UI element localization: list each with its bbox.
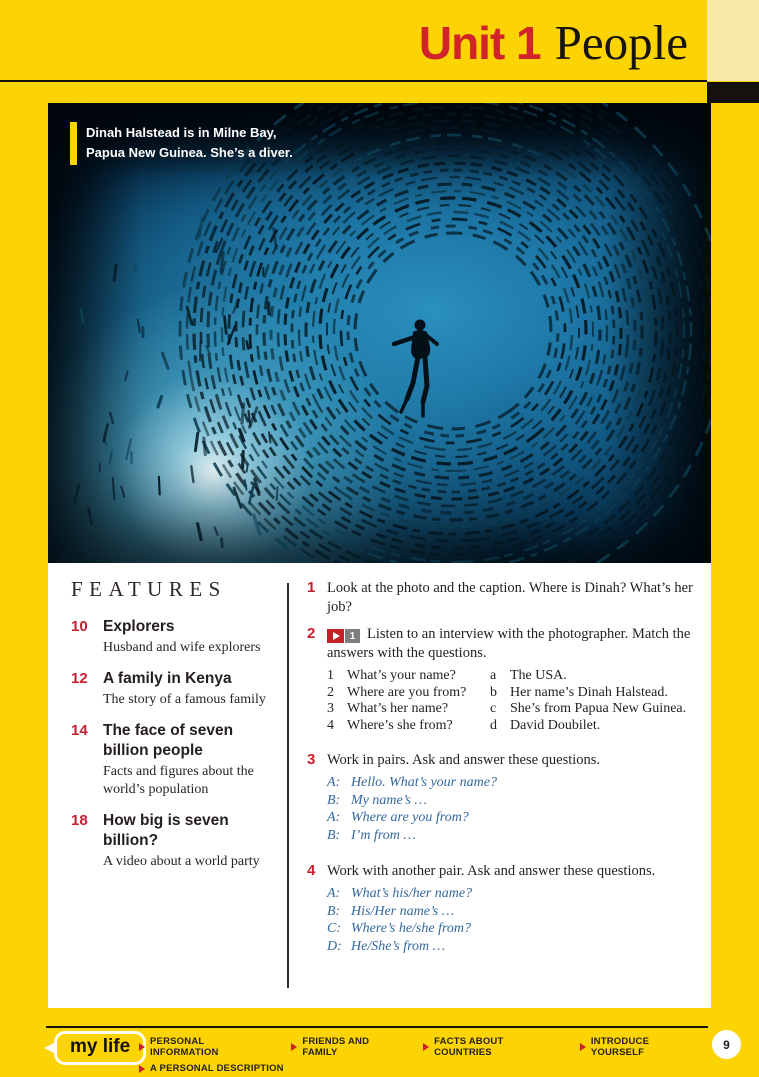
footer-nav-item [139, 1036, 274, 1058]
feature-page-number: 10 [71, 618, 88, 635]
exercise-4 [307, 862, 703, 965]
feature-item [71, 617, 279, 657]
triangle-bullet-icon [291, 1043, 297, 1051]
exercise-number: 2 [307, 625, 316, 642]
triangle-bullet-icon [423, 1043, 429, 1051]
footer-nav-label: INTRODUCE YOURSELF [590, 1036, 650, 1058]
caption-accent-bar [70, 122, 77, 165]
matching-exercise [327, 668, 703, 734]
unit-header [418, 15, 688, 70]
corner-cream-block [707, 0, 759, 81]
feature-page-number: 12 [71, 670, 88, 687]
footer-nav-item [139, 1063, 284, 1074]
feature-title: A family in Kenya [103, 670, 232, 687]
answer-text: She’s from Papua New Guinea. [510, 701, 687, 716]
caption-text: Dinah Halstead is in Milne Bay, Papua New Guinea. She’s a diver. [86, 125, 293, 160]
question-text: Where’s she from? [347, 717, 453, 733]
unit-photo-diver-fish-vortex [48, 103, 711, 563]
footer-nav-label: FRIENDS AND FAMILY [302, 1036, 370, 1058]
features-column [71, 577, 279, 883]
badge-tail-icon [44, 1043, 54, 1053]
feature-item [71, 669, 279, 709]
model-dialogue: A: Hello. What’s your name? B: My name’s … A: Where are you from? B: I’m from … [327, 775, 497, 843]
question-text: Where are you from? [347, 684, 467, 700]
dialogue-line: Where’s he/she from? [351, 921, 472, 936]
audio-track-number: 1 [345, 629, 360, 643]
feature-subtitle: A video about a world party [103, 854, 260, 869]
exercise-number: 1 [307, 579, 316, 596]
answer-text: The USA. [510, 668, 567, 683]
feature-subtitle: Husband and wife explorers [103, 640, 261, 655]
corner-black-block [707, 82, 759, 103]
exercise-number: 3 [307, 751, 316, 768]
footer-nav-item [423, 1036, 563, 1058]
audio-chip [327, 629, 360, 643]
feature-subtitle: Facts and figures about the world’s population [103, 764, 254, 797]
header-rule [0, 80, 707, 82]
audio-play-icon [327, 629, 344, 643]
answers-column: a The USA. b Her name’s Dinah Halstead. c She’s from Papua New Guinea. d David Doubilet. [490, 668, 687, 733]
dialogue-line: My name’s … [351, 792, 427, 808]
dialogue-line: Where are you from? [351, 810, 469, 825]
footer-nav-item [291, 1036, 406, 1058]
exercise-text: Work in pairs. Ask and answer these questions. [327, 752, 601, 768]
exercise-1 [307, 579, 703, 617]
dialogue-line: Hello. What’s your name? [351, 775, 497, 790]
features-heading: FEATURES [71, 577, 227, 601]
footer-nav-label: PERSONAL INFORMATION [150, 1036, 219, 1058]
photo-caption [70, 122, 293, 165]
feature-subtitle: The story of a famous family [103, 692, 266, 707]
dialogue-line: What’s his/her name? [351, 886, 473, 901]
exercise-2 [307, 625, 703, 743]
exercise-text: Work with another pair. Ask and answer these questions. [327, 863, 656, 879]
footer-nav [139, 1036, 704, 1074]
exercises-column [307, 579, 703, 973]
model-dialogue: A: What’s his/her name? B: His/Her name’s … C: Where’s he/she from? D: He/She’s from … [327, 886, 473, 954]
feature-item [71, 811, 279, 871]
question-text: What’s your name? [347, 668, 456, 683]
triangle-bullet-icon [580, 1043, 586, 1051]
footer-rule [46, 1026, 708, 1028]
feature-title: Explorers [103, 618, 175, 635]
feature-item [71, 721, 279, 799]
feature-title: How big is seven billion? [103, 812, 229, 849]
dialogue-line: He/She’s from … [351, 938, 446, 954]
dialogue-line: His/Her name’s … [351, 903, 455, 919]
footer-nav-label: A PERSONAL DESCRIPTION [150, 1063, 284, 1074]
question-text: What’s her name? [347, 701, 449, 716]
triangle-bullet-icon [139, 1043, 145, 1051]
feature-page-number: 18 [71, 812, 88, 829]
exercise-3 [307, 751, 703, 854]
page-number-badge: 9 [712, 1030, 741, 1059]
answer-text: David Doubilet. [510, 717, 601, 733]
unit-title: People [554, 15, 688, 70]
exercise-number: 4 [307, 862, 316, 879]
feature-title: The face of seven billion people [103, 722, 234, 759]
footer-nav-label: FACTS ABOUT COUNTRIES [434, 1036, 504, 1058]
answer-text: Her name’s Dinah Halstead. [510, 684, 668, 700]
my-life-badge: my life [54, 1031, 146, 1065]
exercise-text: Look at the photo and the caption. Where is Dinah? What’s her job? [327, 580, 693, 615]
dialogue-line: I’m from … [351, 827, 416, 843]
triangle-bullet-icon [139, 1065, 145, 1073]
unit-number: Unit 1 [418, 17, 541, 69]
footer-nav-item [580, 1036, 704, 1058]
questions-column: 1 What’s your name? 2 Where are you from? 3 What’s her name? 4 Where’s she from? [327, 668, 467, 733]
fish-vortex-illustration [48, 103, 711, 563]
exercise-text: Listen to an interview with the photographer. Match the answers with the questions. [327, 626, 691, 661]
feature-page-number: 14 [71, 722, 88, 739]
column-divider [287, 583, 289, 988]
